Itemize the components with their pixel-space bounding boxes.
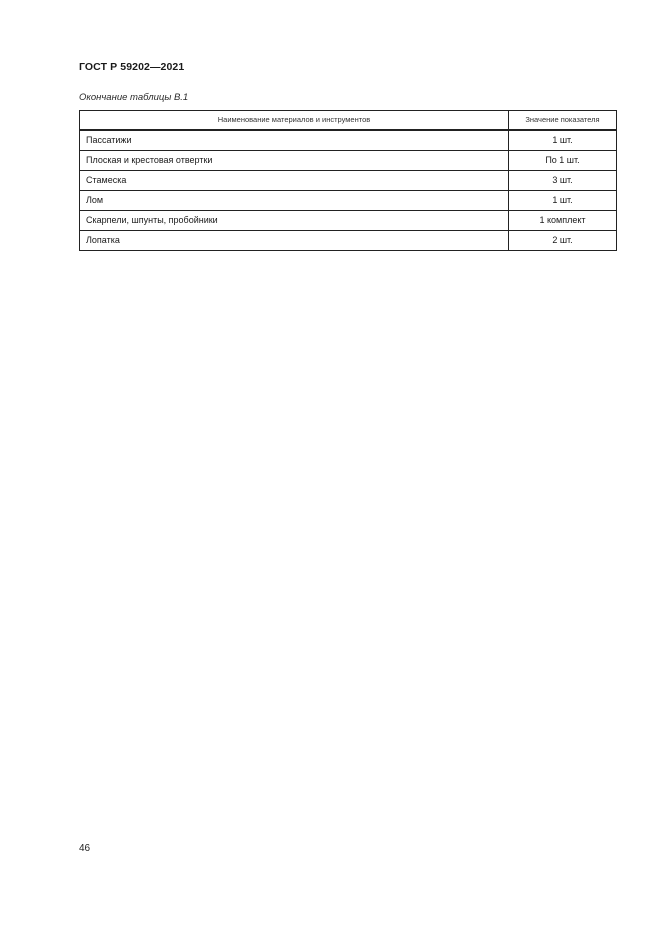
material-value: 1 комплект bbox=[509, 211, 617, 231]
material-value: 1 шт. bbox=[509, 191, 617, 211]
document-standard-id: ГОСТ Р 59202—2021 bbox=[79, 61, 185, 73]
material-value: 3 шт. bbox=[509, 171, 617, 191]
material-value: 1 шт. bbox=[509, 130, 617, 151]
table-header-row bbox=[80, 111, 617, 131]
material-value: 2 шт. bbox=[509, 231, 617, 251]
table-row bbox=[80, 211, 617, 231]
material-value: По 1 шт. bbox=[509, 151, 617, 171]
material-name: Стамеска bbox=[80, 171, 509, 191]
table-row bbox=[80, 231, 617, 251]
material-name: Лопатка bbox=[80, 231, 509, 251]
material-name: Скарпели, шпунты, пробойники bbox=[80, 211, 509, 231]
material-name: Пассатижи bbox=[80, 130, 509, 151]
table-row bbox=[80, 151, 617, 171]
table-row bbox=[80, 130, 617, 151]
page-number: 46 bbox=[79, 843, 91, 854]
table-caption: Окончание таблицы В.1 bbox=[79, 92, 189, 103]
material-name: Лом bbox=[80, 191, 509, 211]
column-header-name: Наименование материалов и инструментов bbox=[80, 111, 509, 131]
materials-table bbox=[79, 110, 617, 251]
table-row bbox=[80, 191, 617, 211]
table-row bbox=[80, 171, 617, 191]
material-name: Плоская и крестовая отвертки bbox=[80, 151, 509, 171]
column-header-value: Значение показателя bbox=[509, 111, 617, 131]
